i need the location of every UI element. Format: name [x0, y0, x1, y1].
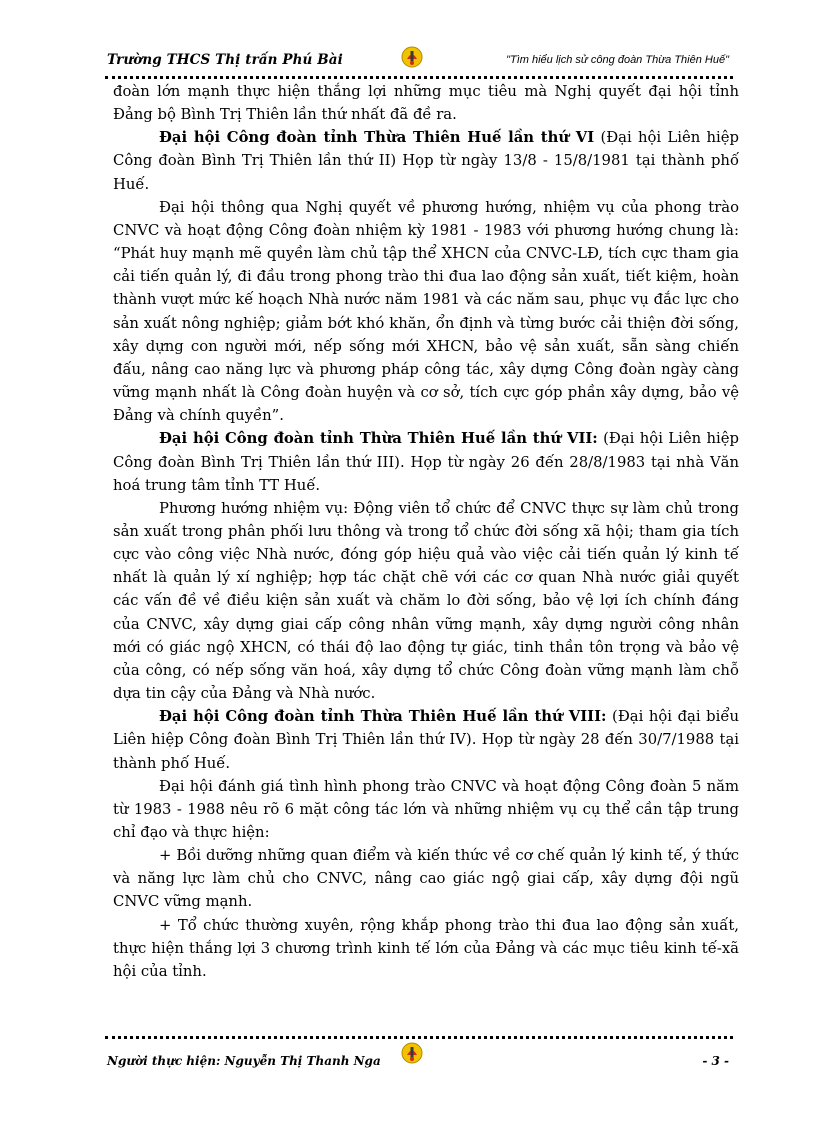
- paragraph-text: (Đại hội đại biểu Liên hiệp Công đoàn Bình Trị Thiên lần thứ IV). Họp từ ngày 28 đến 30/7/1988 tại thành phố Huế.: [113, 708, 739, 772]
- paragraph-text: (Đại hội Liên hiệp Công đoàn Bình Trị Thiên lần thứ II) Họp từ ngày 13/8 - 15/8/1981 tại thành phố Huế.: [113, 129, 739, 193]
- congress-heading: Đại hội Công đoàn tỉnh Thừa Thiên Huế lần thứ VI: [159, 129, 595, 147]
- paragraph: + Tổ chức thường xuyên, rộng khắp phong trào thi đua lao động sản xuất, thực hiện thắng lợi 3 chương trình kinh tế lớn của Đảng và các mục tiêu kinh tế-xã hội của tỉnh.: [113, 916, 739, 980]
- document-body: [113, 80, 739, 983]
- paragraph: Phương hướng nhiệm vụ: Động viên tổ chức để CNVC thực sự làm chủ trong sản xuất trong phân phối lưu thông và trong tổ chức đời sống xã hội; tham gia tích cực vào công việc Nhà nước, đóng góp hiệu quả vào việc cải tiến quản lý kinh tế nhất là quản lý xí nghiệp; hợp tác chặt chẽ với các cơ quan Nhà nước giải quyết các vấn đề về điều kiện sản xuất và chăm lo đời sống, bảo vệ lợi ích chính đáng của CNVC, xây dựng giai cấp công nhân vững mạnh, xây dựng người công nhân mới có giác ngộ XHCN, có thái độ lao động tự giác, tinh thần tôn trọng và bảo vệ của công, có nếp sống văn hoá, xây dựng tổ chức Công đoàn vững mạnh làm chỗ dựa tin cậy của Đảng và Nhà nước.: [113, 499, 739, 703]
- paragraph-text: (Đại hội Liên hiệp Công đoàn Bình Trị Thiên lần thứ III). Họp từ ngày 26 đến 28/8/1983 tại nhà Văn hoá trung tâm tỉnh TT Huế.: [113, 430, 740, 494]
- author-credit: Người thực hiện: Nguyễn Thị Thanh Nga: [107, 1054, 381, 1068]
- paragraph: + Bồi dưỡng những quan điểm và kiến thức về cơ chế quản lý kinh tế, ý thức và năng lực làm chủ cho CNVC, nâng cao giác ngộ giai cấp, xây dựng đội ngũ CNVC vững mạnh.: [113, 847, 739, 911]
- paragraph: [113, 126, 739, 195]
- congress-heading: Đại hội Công đoàn tỉnh Thừa Thiên Huế lần thứ VII:: [159, 430, 598, 448]
- congress-heading: Đại hội Công đoàn tỉnh Thừa Thiên Huế lần thứ VIII:: [159, 708, 607, 726]
- paragraph: đoàn lớn mạnh thực hiện thắng lợi những mục tiêu mà Nghị quyết đại hội tỉnh Đảng bộ Bình Trị Thiên lần thứ nhất đã đề ra.: [113, 83, 739, 124]
- paragraph: [113, 427, 739, 496]
- union-emblem-icon: [401, 46, 423, 68]
- document-title: "Tìm hiểu lịch sử công đoàn Thừa Thiên Huế": [506, 54, 729, 66]
- page-header: [105, 44, 735, 74]
- paragraph: [113, 705, 739, 774]
- footer-divider: [105, 1036, 733, 1039]
- page-footer: [105, 1040, 735, 1070]
- page-number: - 3 -: [702, 1054, 729, 1068]
- header-divider: [105, 76, 733, 79]
- paragraph: Đại hội đánh giá tình hình phong trào CNVC và hoạt động Công đoàn 5 năm từ 1983 - 1988 nêu rõ 6 mặt công tác lớn và những nhiệm vụ cụ thể cần tập trung chỉ đạo và thực hiện:: [113, 777, 739, 841]
- paragraph: Đại hội thông qua Nghị quyết về phương hướng, nhiệm vụ của phong trào CNVC và hoạt động Công đoàn nhiệm kỳ 1981 - 1983 với phương hướng chung là: “Phát huy mạnh mẽ quyền làm chủ tập thể XHCN của CNVC-LĐ, tích cực tham gia cải tiến quản lý, đi đầu trong phong trào thi đua lao động sản xuất, tiết kiệm, hoàn thành vượt mức kế hoạch Nhà nước năm 1981 và các năm sau, phục vụ đắc lực cho sản xuất nông nghiệp; giảm bớt khó khăn, ổn định và từng bước cải thiện đời sống, xây dựng con người mới, nếp sống mới XHCN, bảo vệ sản xuất, sẵn sàng chiến đấu, nâng cao năng lực và phương pháp công tác, xây dựng Công đoàn ngày càng vững mạnh nhất là Công đoàn huyện và cơ sở, tích cực góp phần xây dựng, bảo vệ Đảng và chính quyền”.: [113, 198, 739, 425]
- school-name: Trường THCS Thị trấn Phú Bài: [107, 52, 343, 68]
- union-emblem-icon: [401, 1042, 423, 1064]
